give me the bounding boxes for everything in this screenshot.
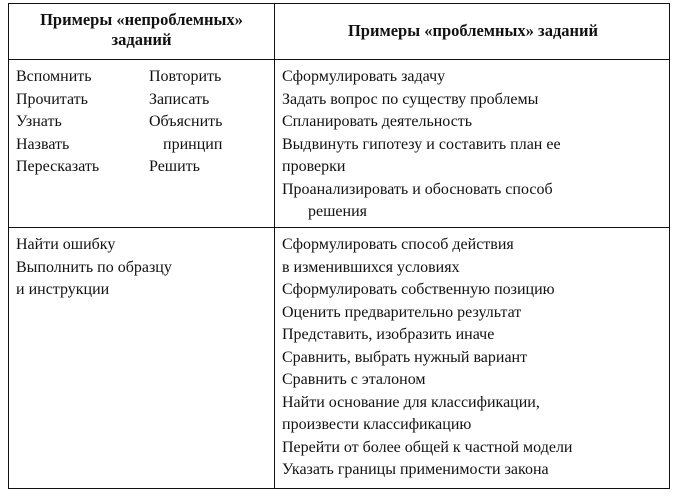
tasks-table	[8, 3, 670, 489]
row1-left-column-a	[16, 66, 99, 179]
task-item: Пересказать	[16, 158, 100, 175]
task-item: проверки	[282, 158, 346, 175]
task-item: Выполнить по образцу	[16, 258, 172, 276]
task-item: Проанализировать и обосновать способ	[282, 180, 553, 198]
task-item: Назвать	[16, 135, 70, 153]
task-item: Представить, изобразить иначе	[282, 326, 495, 343]
task-item: произвести классификацию	[282, 416, 472, 433]
header-nonproblem-tasks	[9, 10, 274, 50]
task-item: Сравнить с эталоном	[282, 371, 426, 388]
task-item: Найти ошибку	[16, 236, 116, 253]
task-item: Решить	[149, 158, 200, 175]
header-divider	[9, 59, 669, 60]
task-item: Объяснить	[149, 113, 223, 130]
row-divider	[9, 227, 669, 228]
task-item: Сформулировать задачу	[282, 68, 446, 85]
header-problem-tasks: Примеры «проблемных» заданий	[347, 21, 599, 40]
row1-left-column-b	[149, 66, 222, 179]
task-item: Сравнить, выбрать нужный вариант	[282, 348, 528, 366]
task-item: и инструкции	[16, 281, 110, 298]
task-item: Записать	[149, 90, 210, 108]
header-left-line1: Примеры «непроблемных»	[40, 10, 243, 29]
task-item: Сформулировать собственную позицию	[282, 281, 555, 298]
task-item: в изменившихся условиях	[282, 258, 460, 276]
task-item: Выдвинуть гипотезу и составить план ее	[282, 135, 561, 153]
task-item: Указать границы применимости закона	[282, 461, 549, 478]
row2-problem-tasks	[282, 234, 573, 482]
task-item: Найти основание для классификации,	[282, 393, 540, 411]
task-item: Вспомнить	[16, 68, 92, 85]
row1-problem-tasks	[282, 66, 561, 224]
task-item: Спланировать деятельность	[282, 113, 473, 130]
row2-nonproblem-tasks	[16, 234, 172, 302]
task-item: принцип	[163, 135, 223, 153]
column-divider	[274, 4, 275, 488]
task-item: Сформулировать способ действия	[282, 236, 514, 253]
task-item: Перейти от более общей к частной модели	[282, 438, 573, 456]
task-item: Узнать	[16, 113, 62, 130]
task-item: Задать вопрос по существу проблемы	[282, 90, 539, 108]
task-item: Повторить	[149, 68, 222, 85]
header-left-line2: заданий	[111, 30, 172, 49]
task-item: решения	[308, 203, 368, 220]
task-item: Прочитать	[16, 90, 88, 108]
task-item: Оценить предварительно результат	[282, 303, 522, 321]
